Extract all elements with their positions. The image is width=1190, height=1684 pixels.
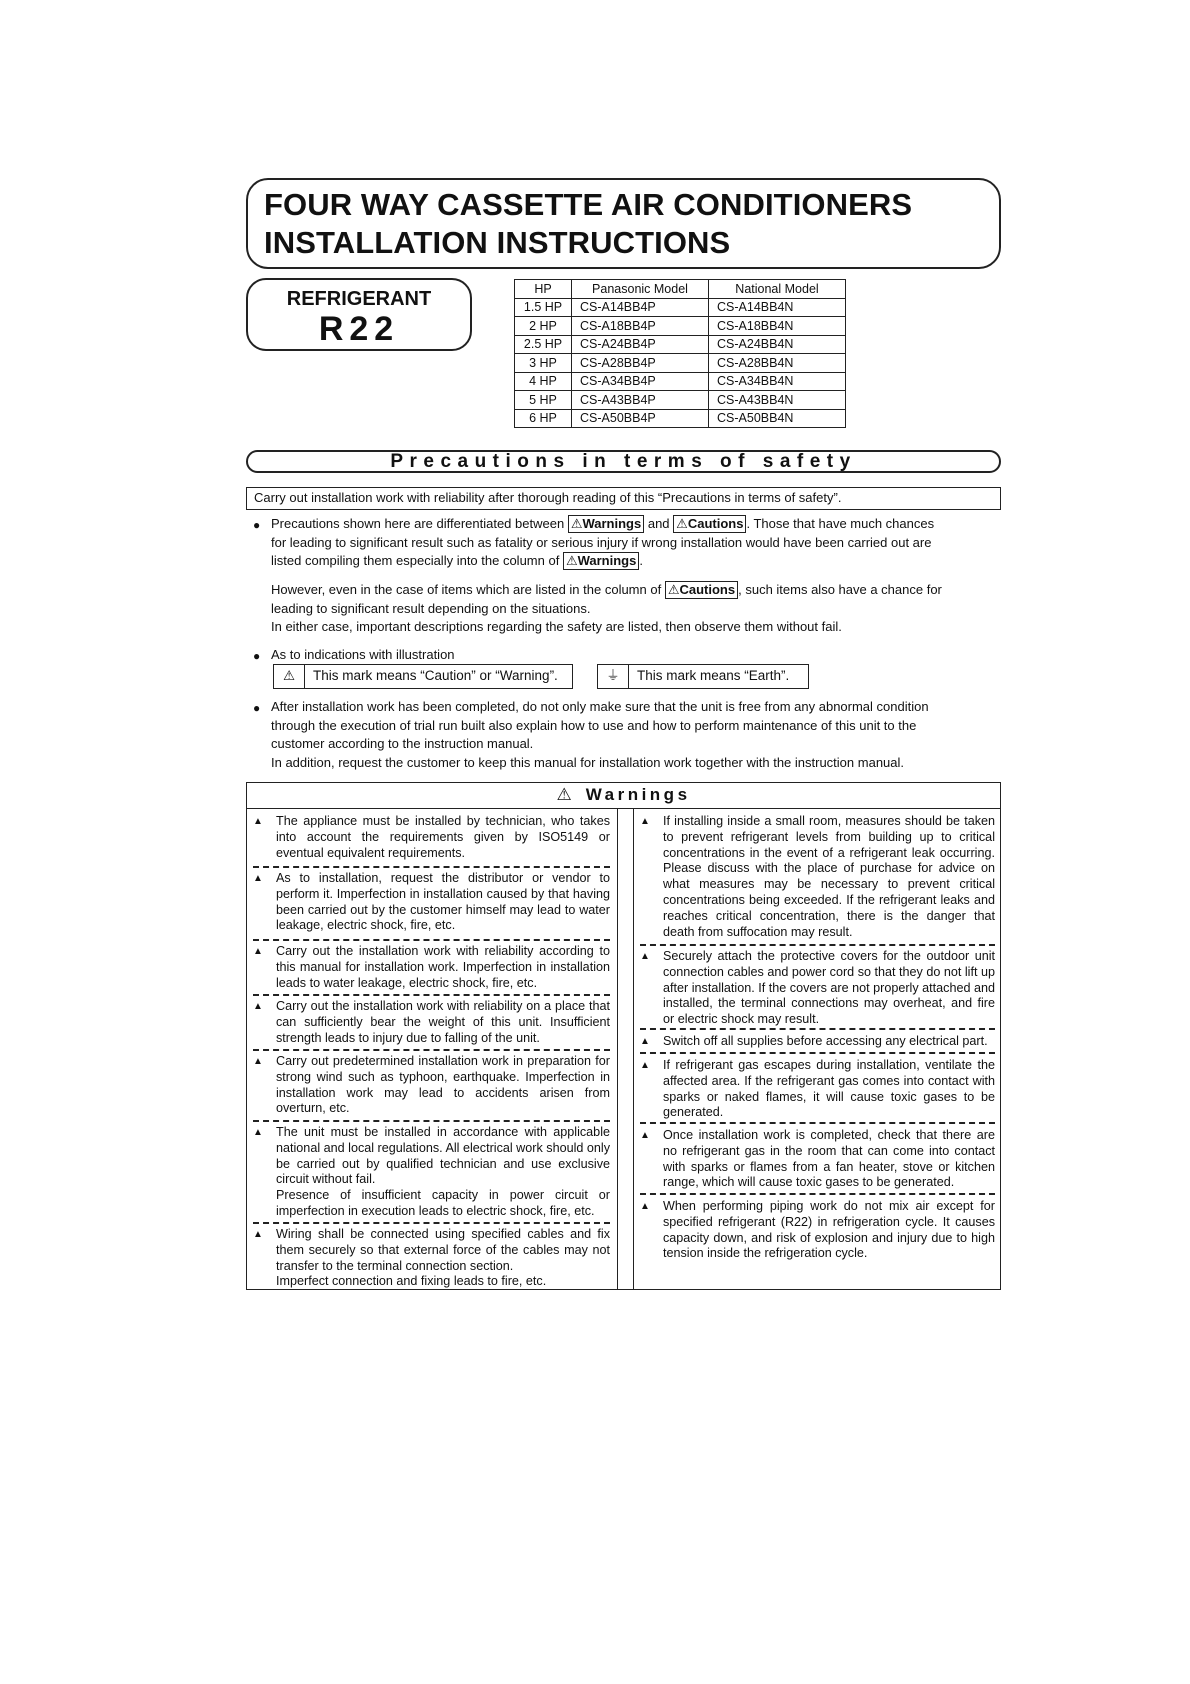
- warnings-tag-label: Warnings: [577, 553, 637, 568]
- warning-item-text: Switch off all supplies before accessing any electrical part.: [663, 1034, 988, 1048]
- column-divider: [617, 808, 618, 1290]
- warning-item: [640, 1058, 995, 1121]
- dashed-separator: [253, 939, 610, 941]
- cell-national: CS-A24BB4N: [709, 335, 846, 354]
- caution-triangle-icon: ⚠: [570, 516, 583, 531]
- triangle-bullet-icon: ▲: [640, 816, 650, 827]
- caution-triangle-icon: ⚠: [274, 665, 305, 688]
- p4-text-b: through the execution of trial run built also explain how to use and how to perform maintenance of this unit to the: [271, 717, 917, 733]
- dashed-separator: [640, 944, 995, 946]
- illustration-caution-text: This mark means “Caution” or “Warning”.: [313, 668, 558, 683]
- dashed-separator: [253, 1222, 610, 1224]
- warning-item: [253, 814, 610, 861]
- warnings-tag: [563, 552, 639, 570]
- cell-national: CS-A14BB4N: [709, 298, 846, 317]
- cell-national: CS-A18BB4N: [709, 317, 846, 336]
- cell-hp: 6 HP: [515, 409, 572, 428]
- cell-national: CS-A34BB4N: [709, 372, 846, 391]
- warning-item-text: Securely attach the protective covers for the outdoor unit connection cables and power cord so that they do not lift up after installation. If the covers are not properly attached and installed, the terminal connections may overheat, and fire or electric shock may result.: [663, 949, 995, 1027]
- warning-item-text: Imperfect connection and fixing leads to fire, etc.: [276, 1274, 547, 1289]
- cell-panasonic: CS-A28BB4P: [572, 354, 709, 373]
- header-hp: HP: [515, 280, 572, 299]
- cautions-tag: [673, 515, 746, 533]
- illustration-caution: [273, 664, 573, 689]
- dashed-separator: [253, 1120, 610, 1122]
- cell-hp: 2 HP: [515, 317, 572, 336]
- table-row: [515, 335, 846, 354]
- table-row: [515, 354, 846, 373]
- triangle-bullet-icon: ▲: [253, 946, 263, 957]
- warning-item-text: If refrigerant gas escapes during installation, ventilate the affected area. If the refrigerant gas comes into contact with sparks or naked flames, it will cause toxic gases to be generated.: [663, 1058, 995, 1120]
- triangle-bullet-icon: ▲: [253, 1056, 263, 1067]
- precautions-paragraph-2: [271, 581, 1001, 637]
- dashed-separator: [640, 1052, 995, 1054]
- header-panasonic: Panasonic Model: [572, 280, 709, 299]
- warning-item: [640, 1199, 995, 1262]
- bullet-icon: ●: [253, 701, 261, 715]
- illustration-earth-text: This mark means “Earth”.: [637, 668, 790, 683]
- title-box: [246, 178, 1001, 269]
- p1-text-d: listed compiling them especially into the column of: [271, 553, 560, 568]
- precautions-banner: Precautions in terms of safety: [246, 450, 1001, 473]
- cell-national: CS-A43BB4N: [709, 391, 846, 410]
- warning-item-text: As to installation, request the distributor or vendor to perform it. Imperfection in installation caused by that having been carried out by the customer himself may lead to water leakage, electric shock, fire, etc.: [276, 871, 610, 933]
- cell-panasonic: CS-A34BB4P: [572, 372, 709, 391]
- illustration-earth: [597, 664, 809, 689]
- bullet-icon: ●: [253, 649, 261, 663]
- dashed-separator: [253, 1049, 610, 1051]
- dashed-separator: [253, 866, 610, 868]
- triangle-bullet-icon: ▲: [253, 1001, 263, 1012]
- cell-panasonic: CS-A43BB4P: [572, 391, 709, 410]
- triangle-bullet-icon: ▲: [640, 1036, 650, 1047]
- cell-hp: 4 HP: [515, 372, 572, 391]
- cell-panasonic: CS-A24BB4P: [572, 335, 709, 354]
- cautions-tag: [665, 581, 738, 599]
- cell-hp: 1.5 HP: [515, 298, 572, 317]
- triangle-bullet-icon: ▲: [640, 1060, 650, 1071]
- caution-triangle-icon: ⚠: [676, 516, 688, 531]
- triangle-bullet-icon: ▲: [640, 951, 650, 962]
- cell-hp: 3 HP: [515, 354, 572, 373]
- triangle-bullet-icon: ▲: [253, 1229, 263, 1240]
- p4-text-d: In addition, request the customer to keep this manual for installation work together with the instruction manual.: [271, 754, 905, 770]
- table-row: [515, 409, 846, 428]
- warning-item-text: Once installation work is completed, check that there are no refrigerant gas in the room that can come into contact with sparks or flames from a fan heater, stove or kitchen range, which will cause toxic gases to be generated.: [663, 1128, 995, 1190]
- cell-national: CS-A28BB4N: [709, 354, 846, 373]
- table-row: [515, 391, 846, 410]
- cell-panasonic: CS-A18BB4P: [572, 317, 709, 336]
- triangle-bullet-icon: ▲: [253, 873, 263, 884]
- caution-triangle-icon: ⚠: [556, 785, 572, 804]
- refrigerant-box: [246, 278, 472, 351]
- warning-item: [253, 944, 610, 991]
- warning-item-text: Wiring shall be connected using specified cables and fix them securely so that external force of the cables may not transfer to the terminal connection section.: [276, 1227, 610, 1273]
- warning-item-text: Carry out the installation work with reliability on a place that can sufficiently bear the weight of this unit. Insufficient strength leads to injury due to falling of the unit.: [276, 999, 610, 1045]
- warning-item: [253, 1054, 610, 1117]
- header-national: National Model: [709, 280, 846, 299]
- table-row: [515, 298, 846, 317]
- warning-item: [640, 1034, 995, 1050]
- column-divider: [633, 808, 634, 1290]
- warning-item-text: When performing piping work do not mix air except for specified refrigerant (R22) in refrigeration cycle. It causes capacity down, and risk of explosion and injury due to high tension inside the refrigeration cycle.: [663, 1199, 995, 1261]
- model-table: [514, 279, 846, 428]
- triangle-bullet-icon: ▲: [640, 1130, 650, 1141]
- warnings-header: [246, 782, 1001, 809]
- warning-item: [253, 1125, 610, 1220]
- cell-hp: 5 HP: [515, 391, 572, 410]
- cautions-tag-label: Cautions: [679, 582, 736, 597]
- p2-text-b: , such items also have a chance for: [738, 582, 942, 597]
- warning-item: [640, 949, 995, 1028]
- warning-item-text: Carry out predetermined installation work in preparation for strong wind such as typhoon, earthquake. Imperfection in installation work may lead to accidents arisen from overturn, etc.: [276, 1054, 610, 1116]
- p1-text-a: Precautions shown here are differentiated between: [271, 516, 565, 531]
- warning-item: [640, 1128, 995, 1191]
- cautions-tag-label: Cautions: [687, 516, 744, 531]
- p4-text-c: customer according to the instruction manual.: [271, 736, 534, 751]
- earth-ground-icon: ⏚: [598, 665, 629, 688]
- warnings-tag: [568, 515, 644, 533]
- refrigerant-label: REFRIGERANT: [286, 288, 432, 310]
- refrigerant-value: R22: [318, 310, 400, 348]
- cell-national: CS-A50BB4N: [709, 409, 846, 428]
- p4-text-a: After installation work has been completed, do not only make sure that the unit is free from any abnormal condition: [271, 699, 929, 714]
- cell-panasonic: CS-A50BB4P: [572, 409, 709, 428]
- cell-panasonic: CS-A14BB4P: [572, 298, 709, 317]
- caution-triangle-icon: ⚠: [565, 553, 578, 568]
- warning-item-text: Carry out the installation work with reliability according to this manual for installation work. Imperfection in installation leads to water leakage, electric shock, fire, etc.: [276, 944, 610, 990]
- dashed-separator: [640, 1122, 995, 1124]
- warning-item: [640, 814, 995, 940]
- bullet-icon: ●: [253, 518, 261, 532]
- precautions-paragraph-3: As to indications with illustration: [271, 647, 455, 662]
- cell-hp: 2.5 HP: [515, 335, 572, 354]
- warnings-tag-label: Warnings: [582, 516, 642, 531]
- dashed-separator: [640, 1028, 995, 1030]
- warning-item-text: If installing inside a small room, measures should be taken to prevent refrigerant levels from building up to critical concentrations in the event of a refrigerant leak occurring. Please discuss with the place of purchase for advice on what measures may be necessary to prevent critical concentrations being exceeded. If the refrigerant leaks and reaches critical concentration, there is the danger that death from suffocation may result.: [663, 814, 995, 939]
- model-table-header: [515, 280, 846, 299]
- dashed-separator: [253, 994, 610, 996]
- title-line-2: INSTALLATION INSTRUCTIONS: [264, 225, 731, 260]
- warning-item: [253, 871, 610, 934]
- p1-text-c: for leading to significant result such as fatality or serious injury if wrong installation would have been carried out are: [271, 534, 932, 550]
- warnings-header-label: Warnings: [585, 785, 691, 804]
- precautions-intro: Carry out installation work with reliability after thorough reading of this “Precautions in terms of safety”.: [246, 487, 1001, 510]
- precautions-paragraph-4: [271, 698, 1001, 772]
- warning-item-text: The appliance must be installed by technician, who takes into account the requirements given by ISO5149 or eventual equivalent requirements.: [276, 814, 610, 860]
- precautions-paragraph-1: Precautions shown here are differentiated between ⚠Warnings and ⚠Cautions . Those that have much chances for leading to significant result such as fatality or serious injury if wrong installation would have been carried out are listed compiling them especially into the column of ⚠Warnings .: [271, 515, 1001, 571]
- p2-text-d: In either case, important descriptions regarding the safety are listed, then observe them without fail.: [271, 619, 842, 634]
- warning-item: [253, 1227, 610, 1290]
- p1-text-b: . Those that have much chances: [746, 516, 935, 531]
- table-row: [515, 372, 846, 391]
- and-text: and: [647, 516, 670, 531]
- p2-text-c: leading to significant result depending on the situations.: [271, 600, 591, 616]
- title-line-1: FOUR WAY CASSETTE AIR CONDITIONERS: [264, 187, 913, 222]
- warning-item: [253, 999, 610, 1046]
- warning-item-text: Presence of insufficient capacity in power circuit or imperfection in execution leads to electric shock, fire, etc.: [276, 1188, 610, 1218]
- warning-item-text: The unit must be installed in accordance with applicable national and local regulations. All electrical work should only be carried out by qualified technician and use exclusive circuit without fail.: [276, 1125, 610, 1187]
- dashed-separator: [640, 1193, 995, 1195]
- triangle-bullet-icon: ▲: [640, 1201, 650, 1212]
- triangle-bullet-icon: ▲: [253, 1127, 263, 1138]
- table-row: [515, 317, 846, 336]
- triangle-bullet-icon: ▲: [253, 816, 263, 827]
- caution-triangle-icon: ⚠: [667, 582, 680, 597]
- p2-text-a: However, even in the case of items which are listed in the column of: [271, 582, 662, 597]
